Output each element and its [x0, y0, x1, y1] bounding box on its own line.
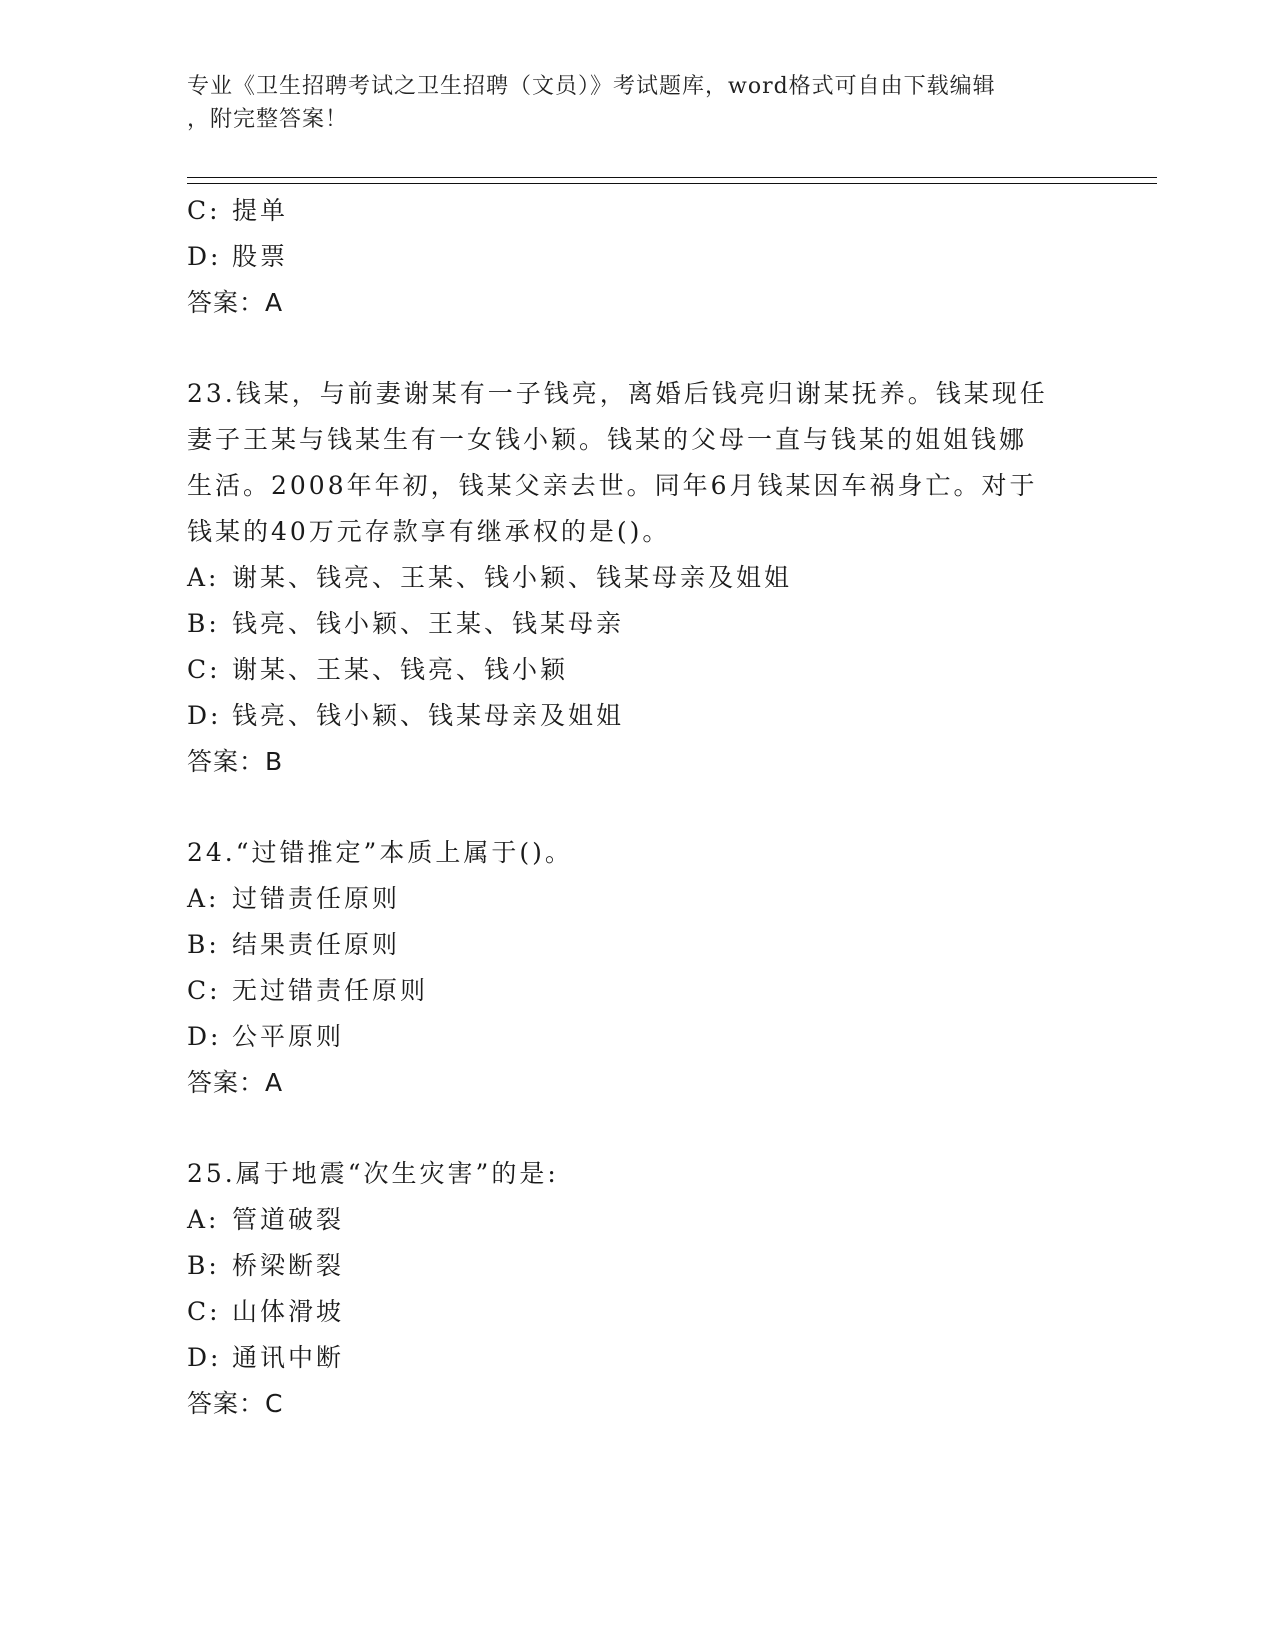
option-a — [187, 1197, 1087, 1243]
option-a — [187, 555, 1087, 601]
option-text: 桥梁断裂 — [232, 1251, 345, 1280]
option-c — [187, 647, 1087, 693]
question-text-line: 钱某的40万元存款享有继承权的是()。 — [187, 517, 671, 546]
option-b — [187, 922, 1087, 968]
option-text: 谢某、钱亮、王某、钱小颖、钱某母亲及姐姐 — [232, 563, 793, 592]
question-list — [187, 188, 1087, 1427]
option-c — [187, 1289, 1087, 1335]
option-d — [187, 234, 1087, 280]
option-label: D: — [187, 701, 222, 730]
option-c — [187, 968, 1087, 1014]
question-text-line: 23.钱某，与前妻谢某有一子钱亮，离婚后钱亮归谢某抚养。钱某现任 — [187, 379, 1048, 408]
option-a — [187, 876, 1087, 922]
answer-line: 答案：C — [187, 1389, 284, 1418]
question-23 — [187, 371, 1087, 785]
document-header — [187, 70, 1067, 136]
spacer — [187, 1106, 1087, 1151]
option-text: 钱亮、钱小颖、钱某母亲及姐姐 — [232, 701, 625, 730]
option-label: C: — [187, 976, 221, 1005]
option-text: 谢某、王某、钱亮、钱小颖 — [232, 655, 569, 684]
option-label: C: — [187, 655, 221, 684]
option-label: A: — [187, 884, 220, 913]
option-label: A: — [187, 1205, 220, 1234]
question-text-line: 24.“过错推定”本质上属于()。 — [187, 838, 573, 867]
header-line-2: ，附完整答案！ — [187, 107, 349, 132]
spacer — [187, 785, 1087, 830]
option-d — [187, 1014, 1087, 1060]
question-24 — [187, 830, 1087, 1106]
option-d — [187, 693, 1087, 739]
answer-line: 答案：B — [187, 747, 284, 776]
option-label: B: — [187, 609, 220, 638]
header-line-1: 专业《卫生招聘考试之卫生招聘（文员）》考试题库，word格式可自由下载编辑 — [187, 74, 996, 99]
option-b — [187, 1243, 1087, 1289]
header-divider-bottom — [187, 183, 1157, 184]
option-label: B: — [187, 930, 220, 959]
option-label: D: — [187, 1022, 222, 1051]
option-text: 股票 — [232, 242, 289, 271]
question-text-line: 生活。2008年年初，钱某父亲去世。同年6月钱某因车祸身亡。对于 — [187, 471, 1038, 500]
answer-line: 答案：A — [187, 288, 284, 317]
answer-line: 答案：A — [187, 1068, 284, 1097]
question-22-tail — [187, 188, 1087, 326]
option-label: A: — [187, 563, 220, 592]
option-text: 山体滑坡 — [232, 1297, 345, 1326]
option-text: 通讯中断 — [232, 1343, 345, 1372]
option-label: B: — [187, 1251, 220, 1280]
option-text: 公平原则 — [232, 1022, 345, 1051]
question-text-line: 妻子王某与钱某生有一女钱小颖。钱某的父母一直与钱某的姐姐钱娜 — [187, 425, 1028, 454]
option-label: D: — [187, 242, 222, 271]
option-label: C: — [187, 196, 221, 225]
header-divider-top — [187, 177, 1157, 178]
option-d — [187, 1335, 1087, 1381]
option-text: 结果责任原则 — [232, 930, 401, 959]
option-label: C: — [187, 1297, 221, 1326]
option-c — [187, 188, 1087, 234]
option-text: 过错责任原则 — [232, 884, 401, 913]
option-text: 无过错责任原则 — [232, 976, 429, 1005]
question-text-line: 25.属于地震“次生灾害”的是: — [187, 1159, 559, 1188]
option-text: 管道破裂 — [232, 1205, 345, 1234]
option-label: D: — [187, 1343, 222, 1372]
spacer — [187, 326, 1087, 371]
option-text: 钱亮、钱小颖、王某、钱某母亲 — [232, 609, 625, 638]
option-b — [187, 601, 1087, 647]
option-text: 提单 — [232, 196, 289, 225]
question-25 — [187, 1151, 1087, 1427]
